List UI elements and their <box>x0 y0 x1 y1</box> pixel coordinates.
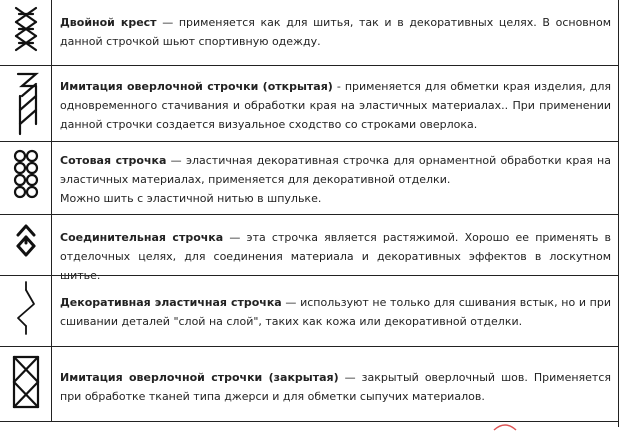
stitch-description: Соединительная строчка — эта строчка является растяжимой. Хорошо ее применять в отделочных целях, для соединения материала и декоративных эффектов в лоскутном шитье. <box>60 231 611 282</box>
table-row <box>0 142 619 215</box>
decorative-elastic-stitch-icon <box>0 276 52 347</box>
stitch-title: Имитация оверлочной строчки (открытая) <box>60 80 333 93</box>
icon-cell <box>0 347 52 421</box>
honeycomb-stitch-icon <box>0 142 52 215</box>
stitch-title: Соединительная строчка <box>60 231 224 244</box>
icon-cell <box>0 0 52 65</box>
stitch-description: Двойной крест — применяется как для шитья, так и в декоративных целях. В основном данной строчкой шьют спортивную одежду. <box>60 16 611 48</box>
double-cross-stitch-icon <box>0 0 52 66</box>
icon-cell <box>0 66 52 141</box>
connecting-stitch-icon <box>0 215 52 276</box>
stitch-note: Можно шить с эластичной нитью в шпульке. <box>60 192 322 205</box>
stitch-description: Имитация оверлочной строчки (закрытая) — закрытый оверлочный шов. Применяется при обработке тканей типа джерси и для обметки сыпучих материалов. <box>60 371 611 403</box>
icon-cell <box>0 215 52 275</box>
partial-red-mark <box>490 420 520 434</box>
stitch-title: Декоративная эластичная строчка <box>60 296 282 309</box>
table-row <box>0 276 619 347</box>
stitch-title: Двойной крест <box>60 16 157 29</box>
stitch-text: применяется для обметки края изделия, для одновременного стачивания и обработки края на эластичных материалах.. При применении данной строчки создается визуальное сходство со строками оверлока. <box>60 80 612 131</box>
icon-cell <box>0 142 52 214</box>
table-row <box>0 66 619 142</box>
stitch-description: Имитация оверлочной строчки (открытая) - применяется для обметки края изделия, для одновременного стачивания и обработки края на эластичных материалах.. При применении данной строчки создается визуальное сходство со строками оверлока. <box>60 80 612 131</box>
icon-cell <box>0 276 52 346</box>
table-row <box>0 347 619 422</box>
table-row <box>0 0 619 66</box>
table-row <box>0 215 619 282</box>
stitch-text: используют не только для сшивания встык, но и при сшивании деталей "слой на слой", таких как кожа или декоративной отделки. <box>60 296 611 328</box>
stitch-title: Сотовая строчка <box>60 154 167 167</box>
open-overlock-stitch-icon <box>0 66 52 142</box>
stitch-text: закрытый оверлочный шов. Применяется при обработке тканей типа джерси и для обметки сыпучих материалов. <box>60 371 611 403</box>
stitch-text: эластичная декоративная строчка для орнаментной обработки края на эластичных материалах, применяется для декоративной отделки. <box>60 154 611 186</box>
stitch-text: эта строчка является растяжимой. Хорошо ее применять в отделочных целях, для соединения материала и декоративных эффектов в лоскутном шитье. <box>60 231 611 282</box>
stitch-text: применяется как для шитья, так и в декоративных целях. В основном данной строчкой шьют спортивную одежду. <box>60 16 611 48</box>
stitch-title: Имитация оверлочной строчки (закрытая) <box>60 371 339 384</box>
closed-overlock-stitch-icon <box>0 347 52 422</box>
stitch-description: Сотовая строчка — эластичная декоративная строчка для орнаментной обработки края на эластичных материалах, применяется для декоративной отделки. Можно шить с эластичной нитью в шпульке. <box>60 154 611 205</box>
stitch-description: Декоративная эластичная строчка — используют не только для сшивания встык, но и при сшивании деталей "слой на слой", таких как кожа или декоративной отделки. <box>60 296 611 328</box>
